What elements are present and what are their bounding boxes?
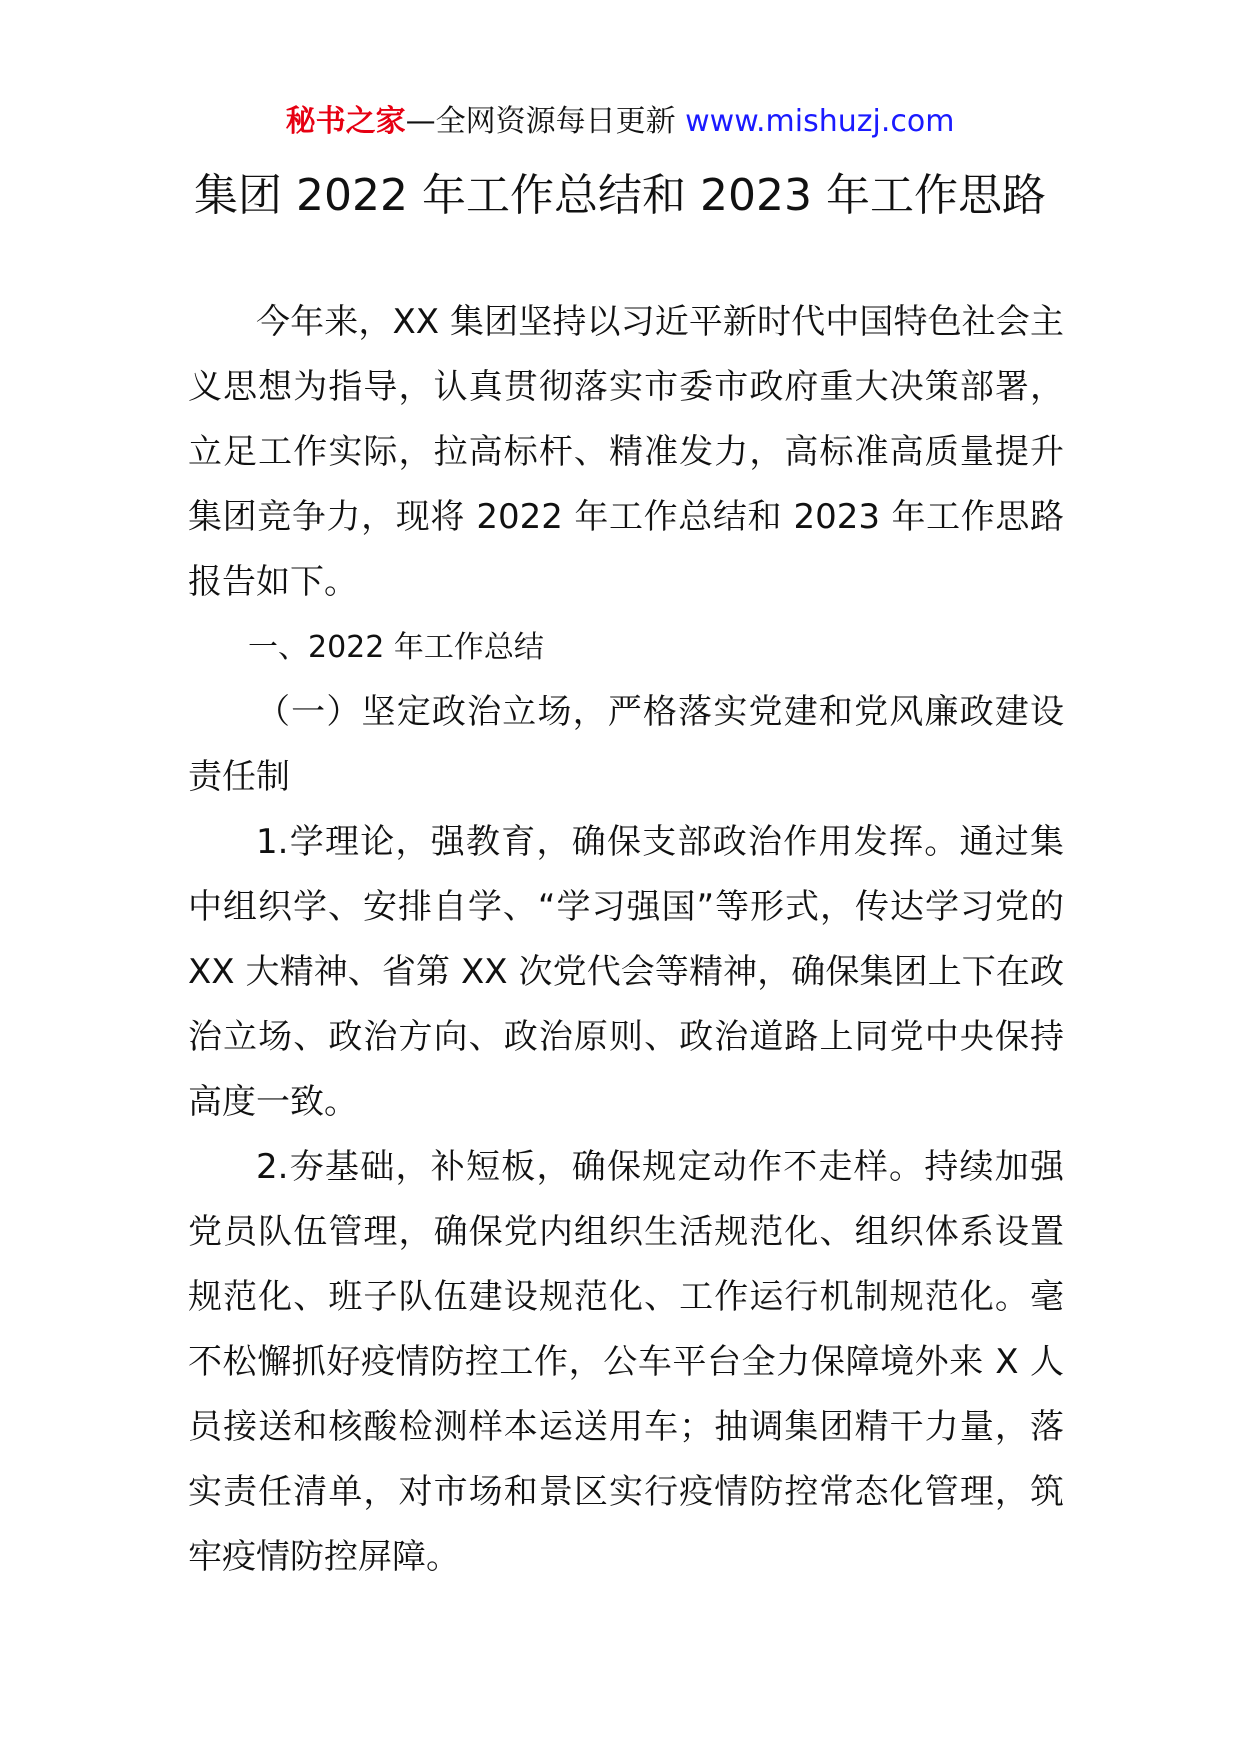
intro-paragraph: 今年来，XX 集团坚持以习近平新时代中国特色社会主义思想为指导，认真贯彻落实市委市政府重大决策部署，立足工作实际，拉高标杆、精准发力，高标准高质量提升集团竞争力，现将 2022 年工作总结和 2023 年工作思路报告如下。 xyxy=(188,302,1064,602)
section-heading: 一、2022 年工作总结 xyxy=(248,630,544,665)
list-item-1: 1.学理论，强教育，确保支部政治作用发挥。通过集中组织学、安排自学、“学习强国”等形式，传达学习党的 XX 大精神、省第 XX 次党代会等精神，确保集团上下在政治立场、政治方向、政治原则、政治道路上同党中央保持高度一致。 xyxy=(188,822,1064,1122)
document-body xyxy=(188,290,1064,1590)
brand-name: 秘书之家 xyxy=(285,104,406,139)
header-tagline: —全网资源每日更新 xyxy=(405,104,686,139)
site-url-link[interactable]: www.mishuzj.com xyxy=(685,104,955,139)
document-title: 集团 2022 年工作总结和 2023 年工作思路 xyxy=(194,170,1046,221)
subsection-heading: （一）坚定政治立场，严格落实党建和党风廉政建设责任制 xyxy=(188,692,1064,797)
site-header xyxy=(0,100,1240,144)
list-item-2: 2.夯基础，补短板，确保规定动作不走样。持续加强党员队伍管理，确保党内组织生活规范化、组织体系设置规范化、班子队伍建设规范化、工作运行机制规范化。毫不松懈抓好疫情防控工作，公车平台全力保障境外来 X 人员接送和核酸检测样本运送用车；抽调集团精干力量，落实责任清单，对市场和景区实行疫情防控常态化管理，筑牢疫情防控屏障。 xyxy=(188,1147,1064,1577)
